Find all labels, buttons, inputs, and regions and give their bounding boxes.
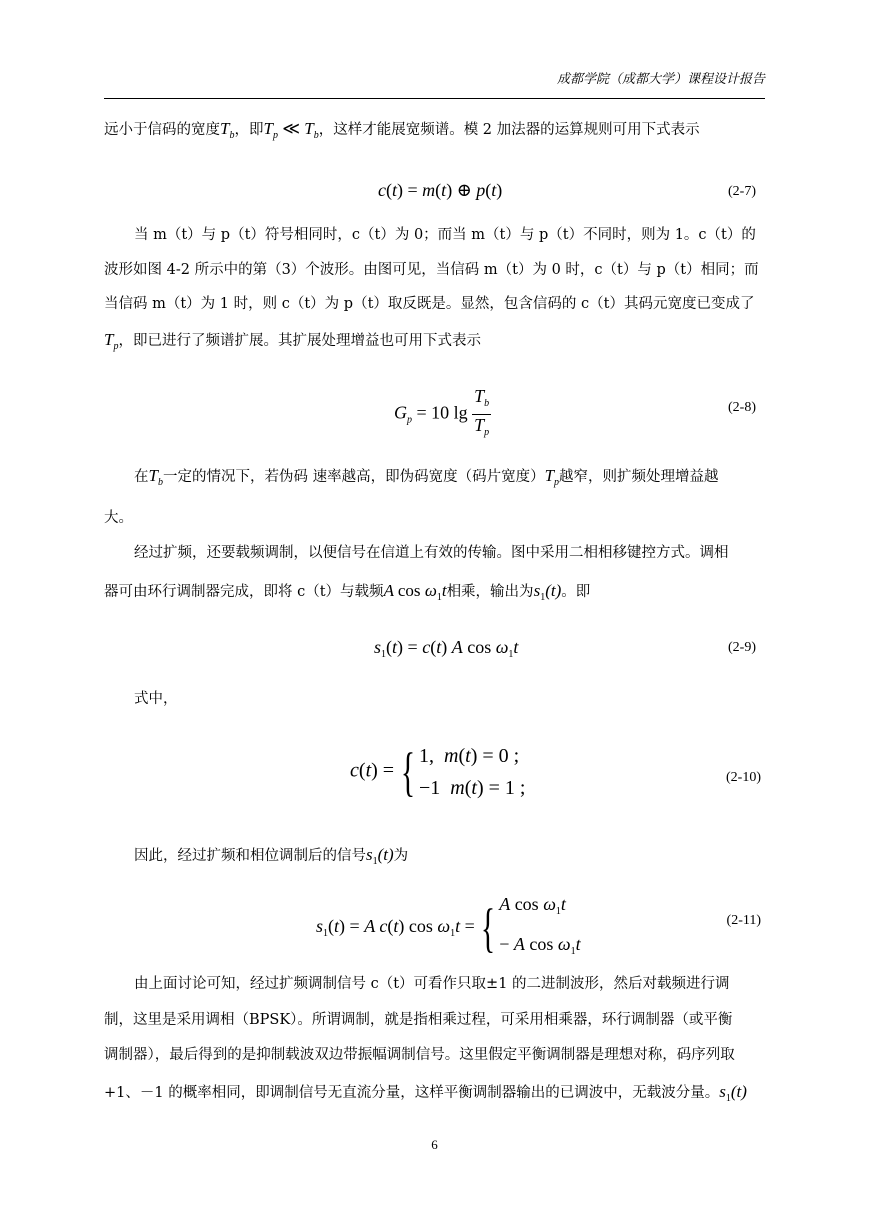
paragraph-line: 远小于信码的宽度$T_b$，即$T_p$ ≪ $T_b$，这样才能展宽频谱。模 2 加法器的运算规则可用下式表示 [104, 119, 700, 141]
paragraph-line: 当信码 m（t）为 1 时，则 c（t）为 p（t）取反既是。显然，包含信码的 c（t）其码元宽度已变成了 [104, 296, 755, 312]
paragraph-line: 因此，经过扩频和相位调制后的信号$s_1(t)$为 [134, 845, 409, 867]
math-s1t: $s_1(t)$ [366, 845, 394, 867]
math-Tp: $T_p$ [544, 466, 560, 488]
paragraph-line: +1、－1 的概率相同，即调制信号无直流分量，这样平衡调制器输出的已调波中，无载波分量。$s_1(t)$ [104, 1082, 747, 1104]
paragraph-line: 当 m（t）与 p（t）符号相同时，c（t）为 0；而当 m（t）与 p（t）不同时，则为 1。c（t）的 [134, 227, 756, 243]
equation-2-9: $s_1(t) = c(t)$ A $\cos \omega_1t$ [374, 637, 519, 660]
equation-number-2-10: (2-10) [726, 770, 761, 785]
math-Acos-w1t: A $\cos \omega_1t$ [383, 581, 447, 603]
paragraph-line: $T_p$，即已进行了频谱扩展。其扩展处理增益也可用下式表示 [104, 330, 481, 352]
paragraph-line: 在$T_b$一定的情况下，若伪码 速率越高，即伪码宽度（码片宽度）$T_p$越窄，则扩频处理增益越 [134, 466, 719, 488]
paragraph-line: 波形如图 4-2 所示中的第（3）个波形。由图可见，当信码 m（t）为 0 时，c（t）与 p（t）相同；而 [104, 262, 759, 278]
equation-number-2-7: (2-7) [728, 184, 756, 199]
math-Tp: $T_p$ [104, 330, 119, 352]
math-Tp-ll-Tb: $T_p$ ≪ $T_b$ [263, 119, 319, 141]
header-title: 成都学院（成都大学）课程设计报告 [556, 72, 765, 87]
equation-2-8: $G_p = 10$ lg $\frac{T_b}{T_p}$ [394, 386, 490, 438]
paragraph-line: 式中， [134, 691, 178, 707]
paragraph-line: 器可由环行调制器完成，即将 c（t）与载频A $\cos \omega_1t$相乘，输出为$s_1(t)$。即 [104, 581, 591, 603]
page-header [104, 68, 765, 99]
math-Tb: $T_b$ [148, 466, 163, 488]
equation-2-7: c(t) = m(t) ⊕ p(t) [378, 180, 503, 200]
paragraph-line: 经过扩频，还要载频调制，以便信号在信道上有效的传输。图中采用二相相移键控方式。调相 [134, 545, 729, 561]
equation-2-10: c(t) = { 1, m(t) = 0 ; −1 m(t) = 1 ; [350, 742, 526, 802]
paragraph-line: 由上面讨论可知，经过扩频调制信号 c（t）可看作只取±1 的二进制波形，然后对载频进行调 [134, 976, 730, 992]
paragraph-line: 调制器），最后得到的是抑制载波双边带振幅调制信号。这里假定平衡调制器是理想对称，码序列取 [104, 1047, 735, 1063]
math-s1t: $s_1(t)$ [533, 581, 562, 603]
math-s1t: $s_1(t)$ [719, 1082, 747, 1104]
paragraph-line: 制，这里是采用调相（BPSK）。所谓调制，就是指相乘过程，可采用相乘器，环行调制器（或平衡 [104, 1012, 733, 1028]
math-Tb: $T_b$ [220, 119, 235, 141]
equation-number-2-8: (2-8) [728, 400, 756, 415]
equation-number-2-9: (2-9) [728, 640, 756, 655]
equation-2-11: $s_1(t) = A$ c(t) $\cos \omega_1t$ = { A $\cos \omega_1t$ − A $\cos \omega_1t$ [316, 894, 581, 958]
paragraph-line: 大。 [104, 510, 133, 526]
equation-number-2-11: (2-11) [726, 913, 761, 928]
page-number: 6 [431, 1137, 438, 1152]
